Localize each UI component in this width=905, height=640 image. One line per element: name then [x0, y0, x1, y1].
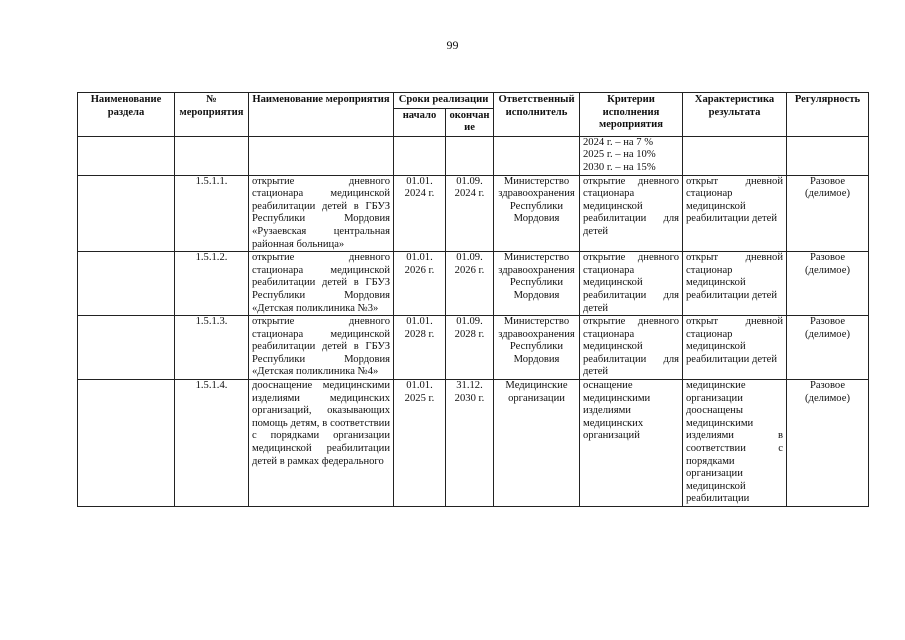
header-terms: Сроки реализации	[394, 93, 494, 109]
header-criteria: Критерии исполнения мероприятия	[580, 93, 683, 137]
cell-result: открыт дневной стационар медицинской реабилитации детей	[683, 252, 787, 316]
cell-result: открыт дневной стационар медицинской реабилитации детей	[683, 316, 787, 380]
cell-number	[175, 136, 249, 175]
continuation-row	[78, 136, 869, 175]
table-row	[78, 380, 869, 507]
table-row	[78, 252, 869, 316]
cell-end: 31.12. 2030 г.	[446, 380, 494, 507]
cell-result: открыт дневной стационар медицинской реабилитации детей	[683, 175, 787, 252]
cell-start: 01.01. 2025 г.	[394, 380, 446, 507]
cell-end: 01.09. 2026 г.	[446, 252, 494, 316]
cell-number: 1.5.1.4.	[175, 380, 249, 507]
cell-number: 1.5.1.1.	[175, 175, 249, 252]
cell-end: 01.09. 2028 г.	[446, 316, 494, 380]
cell-measure-name: открытие дневного стационара медицинской реабилитации детей в ГБУЗ Республики Мордовия «Рузаевская центральная районная больница»	[249, 175, 394, 252]
page-number: 99	[446, 38, 459, 52]
table-row	[78, 175, 869, 252]
cell-criteria: открытие дневного стационара медицинской реабилитации для детей	[580, 252, 683, 316]
cell-section	[78, 316, 175, 380]
header-section: Наименование раздела	[78, 93, 175, 137]
header-start: начало	[394, 108, 446, 136]
measures-table	[77, 92, 869, 507]
cell-executor: Министерство здравоохранения Республики Мордовия	[494, 316, 580, 380]
cell-number: 1.5.1.3.	[175, 316, 249, 380]
header-executor: Ответственный исполнитель	[494, 93, 580, 137]
cell-result: медицинские организации дооснащены медицинскими изделиями в соответствии с порядками организации медицинской реабилитации	[683, 380, 787, 507]
cell-executor	[494, 136, 580, 175]
cell-measure-name	[249, 136, 394, 175]
table-row	[78, 316, 869, 380]
cell-executor: Министерство здравоохранения Республики Мордовия	[494, 175, 580, 252]
cell-regularity: Разовое (делимое)	[787, 380, 869, 507]
cell-criteria: открытие дневного стационара медицинской реабилитации для детей	[580, 316, 683, 380]
cell-regularity: Разовое (делимое)	[787, 316, 869, 380]
header-regularity: Регулярность	[787, 93, 869, 137]
header-end: окончание	[446, 108, 494, 136]
cell-start: 01.01. 2024 г.	[394, 175, 446, 252]
cell-criteria: 2024 г. – на 7 % 2025 г. – на 10% 2030 г. – на 15%	[580, 136, 683, 175]
cell-criteria: открытие дневного стационара медицинской реабилитации для детей	[580, 175, 683, 252]
cell-end: 01.09. 2024 г.	[446, 175, 494, 252]
cell-start: 01.01. 2028 г.	[394, 316, 446, 380]
cell-measure-name: дооснащение медицинскими изделиями медицинских организаций, оказывающих помощь детям, в соответствии с порядками организации медицинской реабилитации детей в рамках федерального	[249, 380, 394, 507]
cell-section	[78, 252, 175, 316]
header-measure-name: Наименование мероприятия	[249, 93, 394, 137]
cell-section	[78, 175, 175, 252]
cell-executor: Министерство здравоохранения Республики Мордовия	[494, 252, 580, 316]
cell-result	[683, 136, 787, 175]
header-row	[78, 93, 869, 109]
cell-regularity: Разовое (делимое)	[787, 175, 869, 252]
cell-section	[78, 136, 175, 175]
cell-measure-name: открытие дневного стационара медицинской реабилитации детей в ГБУЗ Республики Мордовия «Детская поликлиника №4»	[249, 316, 394, 380]
cell-start: 01.01. 2026 г.	[394, 252, 446, 316]
cell-section	[78, 380, 175, 507]
cell-measure-name: открытие дневного стационара медицинской реабилитации детей в ГБУЗ Республики Мордовия «Детская поликлиника №3»	[249, 252, 394, 316]
cell-number: 1.5.1.2.	[175, 252, 249, 316]
header-result: Характеристика результата	[683, 93, 787, 137]
cell-executor: Медицинские организации	[494, 380, 580, 507]
cell-regularity	[787, 136, 869, 175]
cell-criteria: оснащение медицинскими изделиями медицинских организаций	[580, 380, 683, 507]
cell-start	[394, 136, 446, 175]
header-number: № мероприятия	[175, 93, 249, 137]
cell-regularity: Разовое (делимое)	[787, 252, 869, 316]
cell-end	[446, 136, 494, 175]
